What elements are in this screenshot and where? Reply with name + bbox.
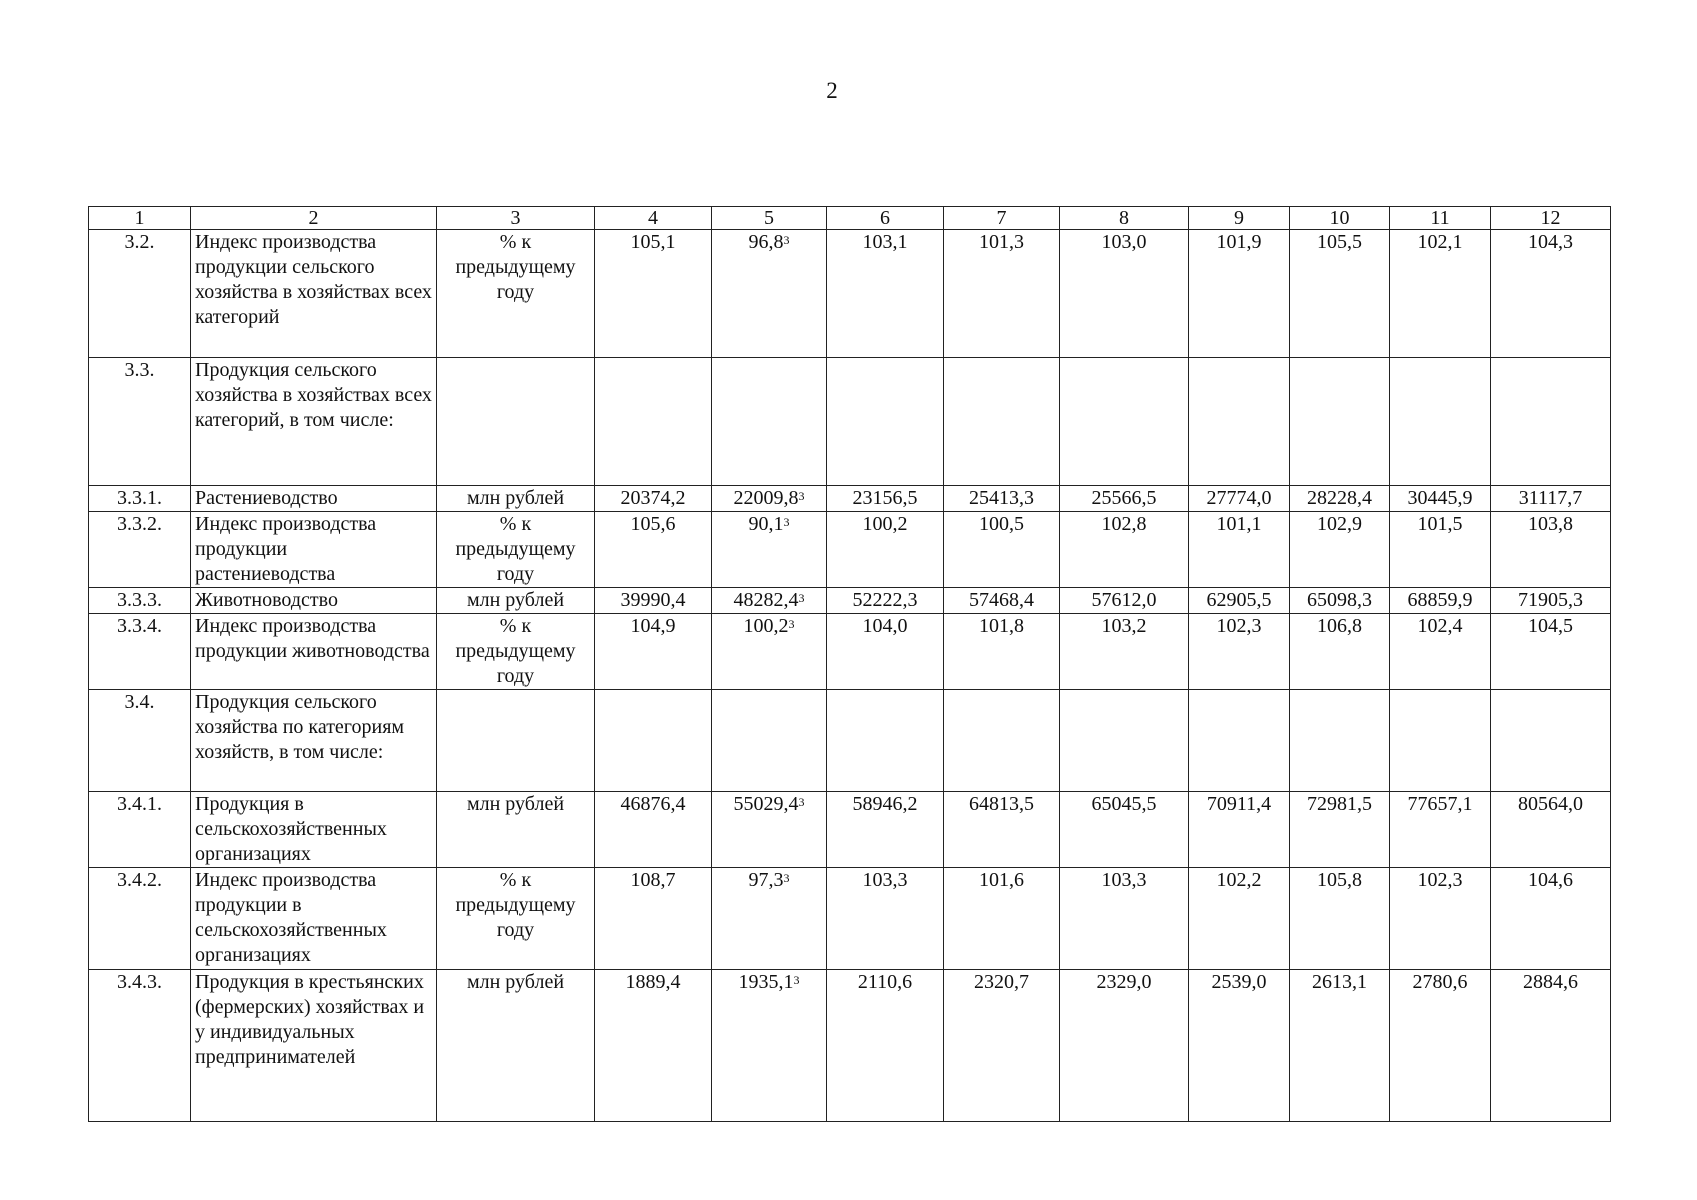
value-cell <box>827 358 944 486</box>
value-cell <box>1390 868 1491 970</box>
value-cell <box>1390 690 1491 792</box>
value-cell <box>944 358 1060 486</box>
value-text: 2329,0 <box>1096 971 1152 993</box>
value-text: 90,1 <box>748 513 784 535</box>
footnote-marker: 3 <box>788 617 795 631</box>
value-cell <box>827 230 944 358</box>
value-cell <box>1060 690 1189 792</box>
value-cell <box>827 970 944 1122</box>
column-header-row <box>89 207 1611 230</box>
value-cell <box>1491 614 1611 690</box>
indicator-name: Индекс производства продукции растениеводства <box>191 512 437 588</box>
value-text: 20374,2 <box>620 487 686 509</box>
unit-cell: % к предыдущему году <box>437 868 595 970</box>
table-body <box>89 207 1611 1122</box>
value-cell <box>1491 792 1611 868</box>
value-text: 62905,5 <box>1206 589 1272 611</box>
value-text: 108,7 <box>630 869 676 891</box>
value-text: 28228,4 <box>1307 487 1372 509</box>
value-cell <box>944 588 1060 614</box>
value-cell <box>1290 588 1390 614</box>
value-cell <box>1390 614 1491 690</box>
value-text: 55029,4 <box>733 793 799 815</box>
value-text: 2884,6 <box>1523 971 1578 993</box>
value-cell <box>1189 868 1290 970</box>
value-text: 104,5 <box>1528 615 1573 637</box>
value-cell <box>595 512 712 588</box>
indicator-name: Индекс производства продукции сельского хозяйства в хозяйствах всех категорий <box>191 230 437 358</box>
value-cell <box>1290 690 1390 792</box>
value-text: 65045,5 <box>1091 793 1157 815</box>
value-cell <box>712 486 827 512</box>
value-text: 102,4 <box>1417 615 1463 637</box>
value-cell <box>1290 792 1390 868</box>
row-number: 3.3. <box>89 358 191 486</box>
indicator-name: Индекс производства продукции животноводства <box>191 614 437 690</box>
table-row <box>89 588 1611 614</box>
value-text: 65098,3 <box>1307 589 1372 611</box>
value-cell <box>944 512 1060 588</box>
row-number: 3.4. <box>89 690 191 792</box>
value-cell <box>1491 588 1611 614</box>
value-cell <box>1189 792 1290 868</box>
value-text: 101,1 <box>1216 513 1262 535</box>
value-cell <box>1290 230 1390 358</box>
table-row <box>89 792 1611 868</box>
value-text: 2320,7 <box>974 971 1029 993</box>
value-text: 31117,7 <box>1518 487 1583 509</box>
value-text: 101,9 <box>1216 231 1262 253</box>
value-text: 71905,3 <box>1518 589 1583 611</box>
value-cell <box>944 614 1060 690</box>
footnote-marker: 3 <box>793 973 800 987</box>
row-number: 3.4.3. <box>89 970 191 1122</box>
indicator-name: Индекс производства продукции в сельскохозяйственных организациях <box>191 868 437 970</box>
value-text: 46876,4 <box>620 793 686 815</box>
table-row <box>89 512 1611 588</box>
value-text: 101,6 <box>979 869 1024 891</box>
value-text: 102,9 <box>1317 513 1362 535</box>
value-text: 1935,1 <box>738 971 794 993</box>
indicator-name: Продукция в крестьянских (фермерских) хозяйствах и у индивидуальных предпринимателей <box>191 970 437 1122</box>
value-text: 2780,6 <box>1412 971 1468 993</box>
indicator-name: Продукция сельского хозяйства в хозяйствах всех категорий, в том числе: <box>191 358 437 486</box>
value-cell <box>1189 970 1290 1122</box>
value-text: 103,1 <box>862 231 908 253</box>
value-cell <box>1060 792 1189 868</box>
value-cell <box>595 690 712 792</box>
indicator-name: Животноводство <box>191 588 437 614</box>
value-text: 72981,5 <box>1307 793 1372 815</box>
value-cell <box>595 588 712 614</box>
column-header: 10 <box>1290 207 1390 230</box>
value-text: 103,0 <box>1101 231 1147 253</box>
footnote-marker: 3 <box>798 795 805 809</box>
unit-cell: % к предыдущему году <box>437 230 595 358</box>
value-text: 102,3 <box>1216 615 1262 637</box>
table-row <box>89 690 1611 792</box>
value-text: 25413,3 <box>969 487 1034 509</box>
value-cell <box>1189 588 1290 614</box>
value-cell <box>1189 614 1290 690</box>
value-text: 102,8 <box>1101 513 1147 535</box>
value-cell <box>1491 868 1611 970</box>
unit-cell <box>437 358 595 486</box>
unit-cell: млн рублей <box>437 588 595 614</box>
value-cell <box>1390 588 1491 614</box>
value-text: 100,5 <box>979 513 1024 535</box>
value-text: 103,2 <box>1101 615 1147 637</box>
value-cell <box>712 512 827 588</box>
value-text: 25566,5 <box>1091 487 1157 509</box>
value-cell <box>1290 614 1390 690</box>
value-cell <box>827 868 944 970</box>
value-cell <box>595 868 712 970</box>
value-cell <box>944 230 1060 358</box>
footnote-marker: 3 <box>783 515 790 529</box>
value-cell <box>1189 486 1290 512</box>
value-cell <box>944 486 1060 512</box>
value-cell <box>595 358 712 486</box>
value-text: 106,8 <box>1317 615 1362 637</box>
value-cell <box>944 792 1060 868</box>
value-text: 103,3 <box>1101 869 1147 891</box>
value-cell <box>827 690 944 792</box>
value-text: 105,1 <box>630 231 676 253</box>
value-cell <box>1060 486 1189 512</box>
unit-cell: млн рублей <box>437 970 595 1122</box>
value-cell <box>595 970 712 1122</box>
value-text: 68859,9 <box>1407 589 1473 611</box>
indicator-name: Растениеводство <box>191 486 437 512</box>
value-cell <box>944 868 1060 970</box>
value-cell <box>595 792 712 868</box>
column-header: 8 <box>1060 207 1189 230</box>
indicator-name: Продукция сельского хозяйства по категориям хозяйств, в том числе: <box>191 690 437 792</box>
value-text: 102,2 <box>1216 869 1262 891</box>
value-text: 104,3 <box>1528 231 1573 253</box>
value-cell <box>1491 230 1611 358</box>
column-header: 7 <box>944 207 1060 230</box>
column-header: 12 <box>1491 207 1611 230</box>
row-number: 3.3.2. <box>89 512 191 588</box>
value-cell <box>1290 486 1390 512</box>
column-header: 1 <box>89 207 191 230</box>
value-cell <box>1189 690 1290 792</box>
value-cell <box>712 690 827 792</box>
unit-cell: % к предыдущему году <box>437 512 595 588</box>
value-cell <box>1060 970 1189 1122</box>
value-cell <box>1060 868 1189 970</box>
value-cell <box>712 230 827 358</box>
column-header: 4 <box>595 207 712 230</box>
value-text: 57468,4 <box>969 589 1034 611</box>
value-cell <box>712 588 827 614</box>
value-cell <box>712 970 827 1122</box>
value-text: 104,9 <box>630 615 676 637</box>
unit-cell: млн рублей <box>437 792 595 868</box>
value-text: 100,2 <box>743 615 789 637</box>
value-cell <box>595 486 712 512</box>
table-row <box>89 868 1611 970</box>
value-text: 105,6 <box>630 513 676 535</box>
value-text: 52222,3 <box>852 589 918 611</box>
value-cell <box>1290 358 1390 486</box>
value-text: 102,1 <box>1417 231 1463 253</box>
value-text: 104,6 <box>1528 869 1573 891</box>
value-cell <box>1491 486 1611 512</box>
value-text: 2613,1 <box>1312 971 1367 993</box>
value-text: 102,3 <box>1417 869 1463 891</box>
value-cell <box>1060 512 1189 588</box>
value-cell <box>1390 486 1491 512</box>
value-cell <box>595 230 712 358</box>
value-cell <box>1491 512 1611 588</box>
value-cell <box>1060 230 1189 358</box>
value-cell <box>1390 792 1491 868</box>
value-cell <box>1390 230 1491 358</box>
value-text: 22009,8 <box>733 487 799 509</box>
value-text: 105,8 <box>1317 869 1362 891</box>
value-cell <box>1060 358 1189 486</box>
value-cell <box>1189 358 1290 486</box>
table-row <box>89 970 1611 1122</box>
value-text: 101,3 <box>979 231 1024 253</box>
value-text: 104,0 <box>862 615 908 637</box>
value-cell <box>1189 230 1290 358</box>
footnote-marker: 3 <box>783 871 790 885</box>
value-cell <box>1060 614 1189 690</box>
row-number: 3.3.3. <box>89 588 191 614</box>
value-text: 64813,5 <box>969 793 1034 815</box>
value-cell <box>595 614 712 690</box>
value-text: 27774,0 <box>1206 487 1272 509</box>
value-cell <box>827 512 944 588</box>
value-text: 48282,4 <box>733 589 799 611</box>
value-text: 58946,2 <box>852 793 918 815</box>
value-cell <box>1390 358 1491 486</box>
value-cell <box>1491 690 1611 792</box>
value-text: 30445,9 <box>1407 487 1473 509</box>
table-row <box>89 230 1611 358</box>
value-cell <box>712 868 827 970</box>
value-cell <box>1060 588 1189 614</box>
row-number: 3.3.1. <box>89 486 191 512</box>
value-text: 2110,6 <box>857 971 913 993</box>
value-cell <box>1189 512 1290 588</box>
row-number: 3.4.2. <box>89 868 191 970</box>
value-text: 70911,4 <box>1206 793 1272 815</box>
row-number: 3.2. <box>89 230 191 358</box>
value-cell <box>712 358 827 486</box>
page-number: 2 <box>826 78 838 103</box>
value-text: 96,8 <box>748 231 784 253</box>
row-number: 3.3.4. <box>89 614 191 690</box>
value-cell <box>712 792 827 868</box>
column-header: 2 <box>191 207 437 230</box>
unit-cell <box>437 690 595 792</box>
value-text: 1889,4 <box>625 971 681 993</box>
value-cell <box>1290 970 1390 1122</box>
value-text: 103,8 <box>1528 513 1573 535</box>
value-cell <box>1491 970 1611 1122</box>
row-number: 3.4.1. <box>89 792 191 868</box>
value-cell <box>827 614 944 690</box>
value-cell <box>1290 512 1390 588</box>
value-text: 39990,4 <box>620 589 686 611</box>
column-header: 3 <box>437 207 595 230</box>
column-header: 11 <box>1390 207 1491 230</box>
column-header: 5 <box>712 207 827 230</box>
value-text: 80564,0 <box>1518 793 1583 815</box>
unit-cell: % к предыдущему году <box>437 614 595 690</box>
column-header: 9 <box>1189 207 1290 230</box>
value-text: 57612,0 <box>1091 589 1157 611</box>
data-table <box>88 206 1611 1122</box>
value-cell <box>1491 358 1611 486</box>
table-row <box>89 614 1611 690</box>
table-row <box>89 486 1611 512</box>
value-text: 105,5 <box>1317 231 1362 253</box>
value-text: 97,3 <box>748 869 784 891</box>
column-header: 6 <box>827 207 944 230</box>
value-cell <box>1390 512 1491 588</box>
value-cell <box>827 792 944 868</box>
value-cell <box>944 970 1060 1122</box>
footnote-marker: 3 <box>798 591 805 605</box>
footnote-marker: 3 <box>798 489 805 503</box>
value-cell <box>827 588 944 614</box>
indicator-name: Продукция в сельскохозяйственных организациях <box>191 792 437 868</box>
value-text: 101,8 <box>979 615 1024 637</box>
unit-cell: млн рублей <box>437 486 595 512</box>
value-text: 77657,1 <box>1407 793 1473 815</box>
value-text: 2539,0 <box>1211 971 1267 993</box>
value-cell <box>712 614 827 690</box>
value-text: 23156,5 <box>852 487 918 509</box>
value-cell <box>827 486 944 512</box>
value-cell <box>1290 868 1390 970</box>
value-text: 100,2 <box>862 513 908 535</box>
footnote-marker: 3 <box>783 233 790 247</box>
value-text: 103,3 <box>862 869 908 891</box>
value-text: 101,5 <box>1417 513 1463 535</box>
value-cell <box>1390 970 1491 1122</box>
value-cell <box>944 690 1060 792</box>
table-row <box>89 358 1611 486</box>
